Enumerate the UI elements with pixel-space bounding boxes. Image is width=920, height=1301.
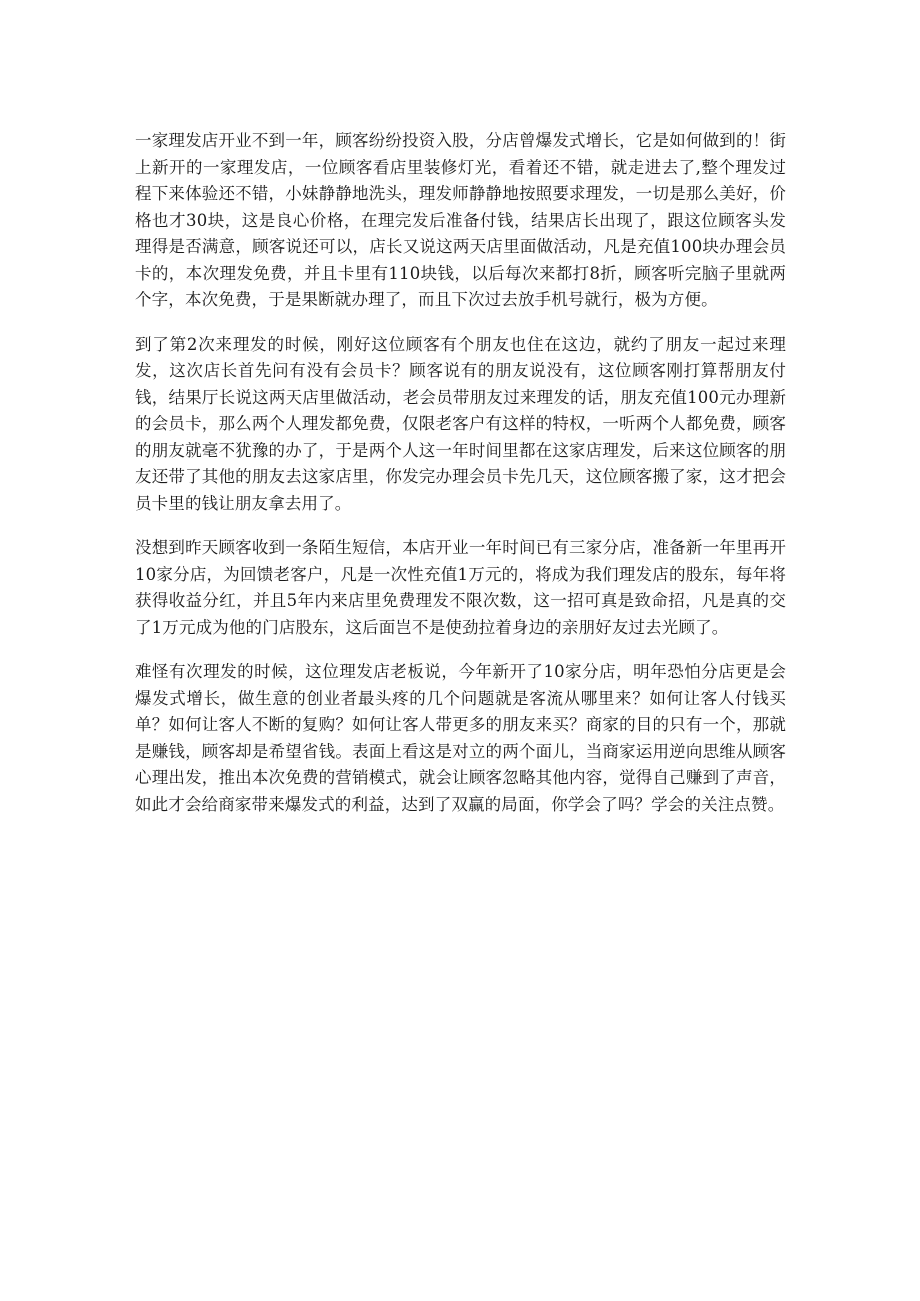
paragraph-2: 到了第2次来理发的时候，刚好这位顾客有个朋友也住在这边，就约了朋友一起过来理发，这次店长首先问有没有会员卡？顾客说有的朋友说没有，这位顾客刚打算帮朋友付钱，结果厅长说这两天店里做活动，老会员带朋友过来理发的话，朋友充值100元办理新的会员卡，那么两个人理发都免费，仅限老客户有这样的特权，一听两个人都免费，顾客的朋友就毫不犹豫的办了，于是两个人这一年时间里都在这家店理发，后来这位顾客的朋友还带了其他的朋友去这家店里，你发完办理会员卡先几天，这位顾客搬了家，这才把会员卡里的钱让朋友拿去用了。 <box>135 334 786 513</box>
paragraph-3: 没想到昨天顾客收到一条陌生短信，本店开业一年时间已有三家分店，准备新一年里再开10家分店，为回馈老客户，凡是一次性充值1万元的，将成为我们理发店的股东，每年将获得收益分红，并且5年内来店里免费理发不限次数，这一招可真是致命招，凡是真的交了1万元成为他的门店股东，这后面岂不是使劲拉着身边的亲朋好友过去光顾了。 <box>135 538 786 637</box>
document-page <box>135 128 786 836</box>
paragraph-4: 难怪有次理发的时候，这位理发店老板说，今年新开了10家分店，明年恐怕分店更是会爆发式增长，做生意的创业者最头疼的几个问题就是客流从哪里来？如何让客人付钱买单？如何让客人不断的复购？如何让客人带更多的朋友来买？商家的目的只有一个，那就是赚钱，顾客却是希望省钱。表面上看这是对立的两个面儿，当商家运用逆向思维从顾客心理出发，推出本次免费的营销模式，就会让顾客忽略其他内容，觉得自己赚到了声音，如此才会给商家带来爆发式的利益，达到了双赢的局面，你学会了吗？学会的关注点赞。 <box>135 662 786 814</box>
paragraph-1: 一家理发店开业不到一年，顾客纷纷投资入股，分店曾爆发式增长，它是如何做到的！街上新开的一家理发店，一位顾客看店里装修灯光，看着还不错，就走进去了,整个理发过程下来体验还不错，小妹静静地洗头，理发师静静地按照要求理发，一切是那么美好，价格也才30块，这是良心价格，在理完发后准备付钱，结果店长出现了，跟这位顾客头发理得是否满意，顾客说还可以，店长又说这两天店里面做活动，凡是充值100块办理会员卡的，本次理发免费，并且卡里有110块钱，以后每次来都打8折，顾客听完脑子里就两个字，本次免费，于是果断就办理了，而且下次过去放手机号就行，极为方便。 <box>135 131 786 309</box>
